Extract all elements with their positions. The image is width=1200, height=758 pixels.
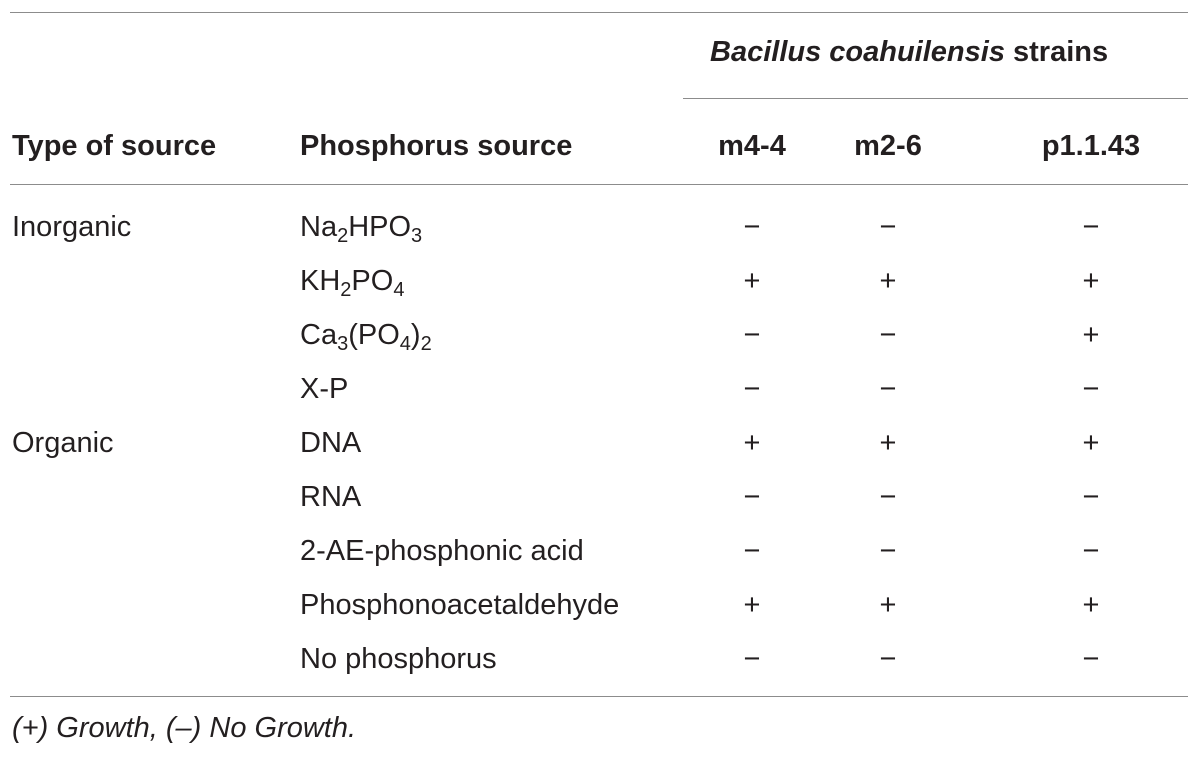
type-cell: Inorganic bbox=[12, 211, 132, 243]
growth-value-p1-1-43: + bbox=[1082, 319, 1100, 351]
column-header-source: Phosphorus source bbox=[300, 130, 573, 162]
strains-group-header bbox=[710, 35, 1108, 69]
growth-value-p1-1-43: + bbox=[1082, 427, 1100, 459]
growth-value-m4-4: − bbox=[743, 319, 761, 351]
growth-value-m4-4: + bbox=[743, 265, 761, 297]
column-header-strain-m2-6: m2-6 bbox=[854, 130, 922, 162]
table-bottom-rule bbox=[10, 696, 1188, 697]
growth-value-m2-6: − bbox=[879, 211, 897, 243]
growth-value-m4-4: + bbox=[743, 589, 761, 621]
growth-value-m4-4: − bbox=[743, 211, 761, 243]
growth-value-m4-4: − bbox=[743, 481, 761, 513]
growth-value-m2-6: − bbox=[879, 319, 897, 351]
growth-value-m4-4: + bbox=[743, 427, 761, 459]
phosphorus-source-cell: 2-AE-phosphonic acid bbox=[300, 535, 584, 567]
growth-value-m4-4: − bbox=[743, 643, 761, 675]
growth-value-p1-1-43: − bbox=[1082, 373, 1100, 405]
phosphorus-source-cell: Phosphonoacetaldehyde bbox=[300, 589, 620, 621]
phosphorus-source-cell: $Ca_3(PO_4)_2$ bbox=[300, 319, 432, 355]
column-header-type: Type of source bbox=[12, 130, 217, 162]
species-name: Bacillus coahuilensis bbox=[710, 36, 1005, 68]
column-header-strain-p1-1-43: p1.1.43 bbox=[1041, 130, 1141, 162]
growth-value-p1-1-43: + bbox=[1082, 265, 1100, 297]
growth-value-p1-1-43: − bbox=[1082, 481, 1100, 513]
growth-value-m2-6: − bbox=[879, 481, 897, 513]
phosphorus-source-cell: DNA bbox=[300, 427, 362, 459]
growth-value-m2-6: − bbox=[879, 535, 897, 567]
strains-suffix: strains bbox=[1004, 36, 1109, 68]
growth-value-m2-6: − bbox=[879, 373, 897, 405]
growth-value-p1-1-43: − bbox=[1082, 643, 1100, 675]
growth-value-m2-6: + bbox=[879, 589, 897, 621]
type-cell: Organic bbox=[12, 427, 114, 459]
table-footnote: (+) Growth, (–) No Growth. bbox=[12, 712, 357, 744]
phosphorus-source-cell: RNA bbox=[300, 481, 362, 513]
growth-value-m4-4: − bbox=[743, 535, 761, 567]
growth-value-m2-6: + bbox=[879, 265, 897, 297]
phosphorus-source-cell: No phosphorus bbox=[300, 643, 497, 675]
growth-value-p1-1-43: − bbox=[1082, 211, 1100, 243]
growth-value-p1-1-43: + bbox=[1082, 589, 1100, 621]
strains-group-rule bbox=[683, 98, 1188, 99]
growth-value-m2-6: − bbox=[879, 643, 897, 675]
phosphorus-source-cell: $KH_2PO_4$ bbox=[300, 265, 405, 301]
table-top-rule bbox=[10, 12, 1188, 13]
growth-value-m2-6: + bbox=[879, 427, 897, 459]
header-bottom-rule bbox=[10, 184, 1188, 185]
phosphorus-source-cell: $Na_2HPO_3$ bbox=[300, 211, 423, 247]
growth-value-p1-1-43: − bbox=[1082, 535, 1100, 567]
growth-value-m4-4: − bbox=[743, 373, 761, 405]
column-header-strain-m4-4: m4-4 bbox=[718, 130, 786, 162]
phosphorus-source-cell: X-P bbox=[300, 373, 349, 405]
